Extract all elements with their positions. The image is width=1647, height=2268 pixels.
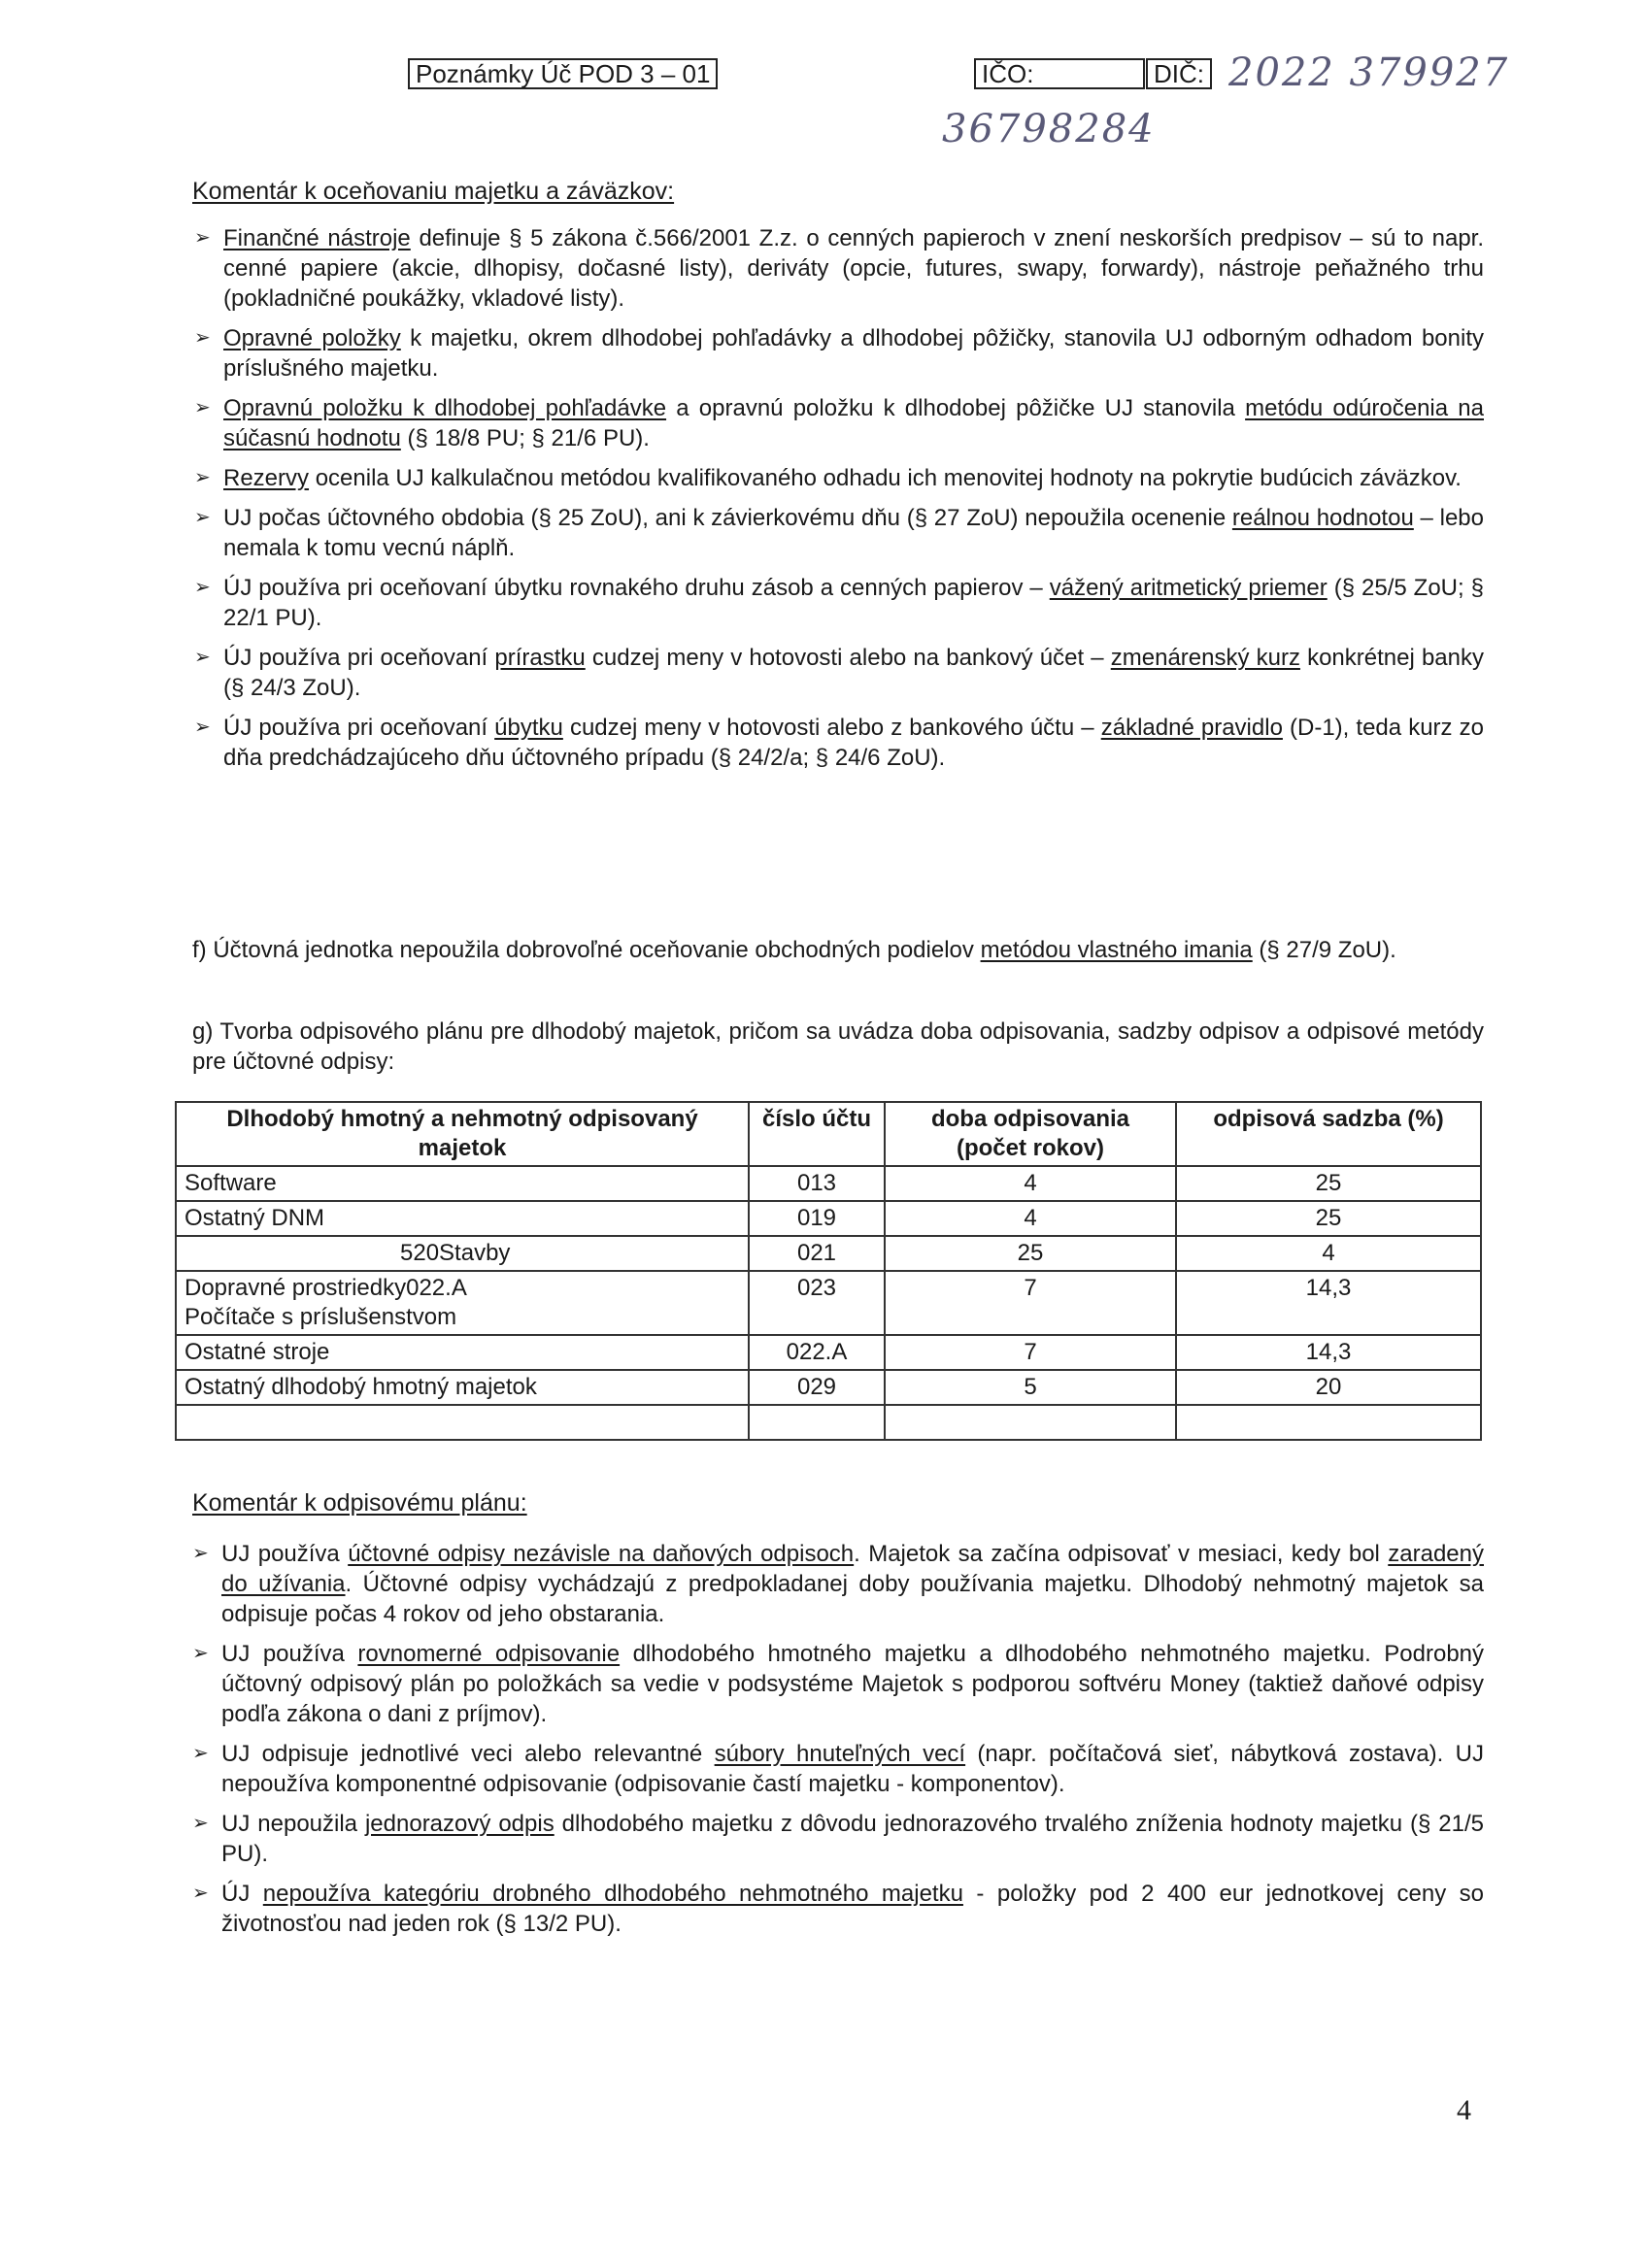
list-item xyxy=(192,1879,1484,1939)
arrow-bullet-icon: ➢ xyxy=(194,577,211,598)
form-label-box xyxy=(408,58,718,89)
arrow-bullet-icon: ➢ xyxy=(192,1813,209,1834)
item-post: - položky pod 2 400 eur jednotkovej ceny so životnosťou nad jeden rok (§ 13/2 PU). xyxy=(221,1881,1485,1937)
depreciation-list xyxy=(192,1539,1484,1939)
dic-handwritten: 2022 379927 xyxy=(1228,50,1510,95)
cell-rate: 25 xyxy=(1176,1166,1481,1201)
section-f-post: (§ 27/9 ZoU). xyxy=(1252,937,1396,963)
table-header-row xyxy=(176,1102,1481,1166)
item-pre: ÚJ xyxy=(221,1881,263,1907)
item-mid: . Majetok sa začína odpisovať v mesiaci, kedy bol xyxy=(854,1541,1389,1567)
cell-asset: Software xyxy=(176,1166,749,1201)
header-years: doba odpisovania (počet rokov) xyxy=(885,1102,1176,1166)
ico-label-box xyxy=(974,58,1145,89)
list-item xyxy=(194,463,1484,493)
item-pre: UJ odpisuje jednotlivé veci alebo relevantné xyxy=(221,1741,715,1767)
cell-empty xyxy=(1176,1405,1481,1440)
table-row xyxy=(176,1201,1481,1236)
section-f-pre: f) Účtovná jednotka nepoužila dobrovoľné oceňovanie obchodných podielov xyxy=(192,937,981,963)
item-underlined: jednorazový odpis xyxy=(364,1811,555,1837)
section-f-underlined: metódou vlastného imania xyxy=(980,937,1253,963)
cell-account: 023 xyxy=(749,1271,885,1335)
arrow-bullet-icon: ➢ xyxy=(192,1543,209,1564)
page-number: 4 xyxy=(1457,2094,1471,2126)
item-mid: cudzej meny v hotovosti alebo na bankový účet – xyxy=(585,645,1111,671)
cell-asset: Ostatný DNM xyxy=(176,1201,749,1236)
item-post: (D-1), teda kurz zo dňa predchádzajúceho dňu účtovného prípadu (§ 24/2/a; § 24/6 ZoU). xyxy=(223,715,1484,771)
arrow-bullet-icon: ➢ xyxy=(194,717,211,738)
list-item xyxy=(194,223,1484,314)
cell-asset: 520Stavby xyxy=(176,1236,749,1271)
arrow-bullet-icon: ➢ xyxy=(194,397,211,418)
item-underlined: zmenárenský kurz xyxy=(1110,645,1300,671)
section-title-depreciation: Komentár k odpisovému plánu: xyxy=(192,1489,527,1517)
item-text: (§ 18/8 PU; § 21/6 PU). xyxy=(400,425,650,451)
cell-asset-line2: Počítače s príslušenstvom xyxy=(185,1304,457,1330)
cell-years: 25 xyxy=(885,1236,1176,1271)
arrow-bullet-icon: ➢ xyxy=(192,1743,209,1764)
item-lead: Opravnú položku k dlhodobej pohľadávke xyxy=(223,395,667,421)
item-text: ocenila UJ kalkulačnou metódou kvalifikovaného odhadu ich menovitej hodnoty na pokrytie budúcich záväzkov. xyxy=(309,465,1462,491)
cell-account: 019 xyxy=(749,1201,885,1236)
table-row xyxy=(176,1370,1481,1405)
list-item xyxy=(192,1539,1484,1629)
item-pre: ÚJ používa pri oceňovaní úbytku rovnakého druhu zásob a cenných papierov – xyxy=(223,575,1050,601)
list-item xyxy=(194,573,1484,633)
cell-asset: Ostatné stroje xyxy=(176,1335,749,1370)
item-mid: cudzej meny v hotovosti alebo z bankového účtu – xyxy=(562,715,1101,741)
table-row xyxy=(176,1335,1481,1370)
item-underlined: úbytku xyxy=(494,715,563,741)
list-item xyxy=(192,1809,1484,1869)
cell-rate: 14,3 xyxy=(1176,1335,1481,1370)
item-pre: UJ nepoužila xyxy=(221,1811,365,1837)
header-asset: Dlhodobý hmotný a nehmotný odpisovaný majetok xyxy=(176,1102,749,1166)
cell-asset: Ostatný dlhodobý hmotný majetok xyxy=(176,1370,749,1405)
item-pre: ÚJ používa pri oceňovaní xyxy=(223,645,495,671)
form-label: Poznámky Úč POD 3 – 01 xyxy=(416,59,711,88)
valuation-list-container xyxy=(194,223,1484,783)
cell-account: 022.A xyxy=(749,1335,885,1370)
item-pre: UJ počas účtovného obdobia (§ 25 ZoU), ani k závierkovému dňu (§ 27 ZoU) nepoužila ocenenie xyxy=(223,505,1232,531)
arrow-bullet-icon: ➢ xyxy=(194,647,211,668)
header-rate: odpisová sadzba (%) xyxy=(1176,1102,1481,1166)
cell-account: 021 xyxy=(749,1236,885,1271)
item-post: konkrétnej banky (§ 24/3 ZoU). xyxy=(223,645,1484,701)
cell-empty xyxy=(749,1405,885,1440)
arrow-bullet-icon: ➢ xyxy=(194,227,211,249)
cell-years: 4 xyxy=(885,1166,1176,1201)
arrow-bullet-icon: ➢ xyxy=(194,467,211,488)
depreciation-table-wrap xyxy=(175,1101,1482,1441)
list-item xyxy=(194,323,1484,384)
list-item xyxy=(194,503,1484,563)
cell-rate: 25 xyxy=(1176,1201,1481,1236)
cell-empty xyxy=(885,1405,1176,1440)
item-pre: UJ používa xyxy=(221,1641,358,1667)
cell-years: 4 xyxy=(885,1201,1176,1236)
item-underlined: zaradený do užívania xyxy=(221,1541,1484,1597)
list-item xyxy=(192,1739,1484,1799)
cell-empty xyxy=(176,1405,749,1440)
section-title-valuation: Komentár k oceňovaniu majetku a záväzkov: xyxy=(192,178,675,205)
cell-years: 7 xyxy=(885,1271,1176,1335)
item-post: dlhodobého hmotného majetku a dlhodobého nehmotného majetku. Podrobný účtovný odpisový plán po položkách sa vedie v podsystéme Majetok s podporou softvéru Money (taktiež daňové odpisy podľa zákona o dani z príjmov). xyxy=(221,1641,1485,1727)
item-underlined: prírastku xyxy=(494,645,586,671)
cell-account: 029 xyxy=(749,1370,885,1405)
item-lead: Opravné položky xyxy=(223,325,401,351)
valuation-list xyxy=(194,223,1484,773)
arrow-bullet-icon: ➢ xyxy=(192,1643,209,1664)
item-underlined: vážený aritmetický priemer xyxy=(1049,575,1328,601)
item-underlined: základné pravidlo xyxy=(1100,715,1283,741)
list-item xyxy=(194,643,1484,703)
header-account: číslo účtu xyxy=(749,1102,885,1166)
item-post: (napr. počítačová sieť, nábytková zostava). UJ nepoužíva komponentné odpisovanie (odpisovanie častí majetku - komponentov). xyxy=(221,1741,1484,1797)
cell-asset-line1: Dopravné prostriedky022.A xyxy=(185,1275,467,1301)
cell-rate: 4 xyxy=(1176,1236,1481,1271)
item-underlined: rovnomerné odpisovanie xyxy=(357,1641,621,1667)
cell-account: 013 xyxy=(749,1166,885,1201)
ico-handwritten: 36798284 xyxy=(942,107,1156,151)
table-row xyxy=(176,1236,1481,1271)
item-pre: ÚJ používa pri oceňovaní xyxy=(223,715,495,741)
list-item xyxy=(194,393,1484,453)
item-text: k majetku, okrem dlhodobej pohľadávky a dlhodobej pôžičky, stanovila UJ odborným odhadom bonity príslušného majetku. xyxy=(223,325,1484,382)
item-underlined: nepoužíva kategóriu drobného dlhodobého nehmotného majetku xyxy=(262,1881,963,1907)
cell-rate: 20 xyxy=(1176,1370,1481,1405)
cell-years: 5 xyxy=(885,1370,1176,1405)
dic-label: DIČ: xyxy=(1154,59,1204,88)
depreciation-table xyxy=(175,1101,1482,1441)
arrow-bullet-icon: ➢ xyxy=(194,327,211,349)
item-underlined: súbory hnuteľných vecí xyxy=(714,1741,966,1767)
section-g-text: g) Tvorba odpisového plánu pre dlhodobý majetok, pričom sa uvádza doba odpisovania, sadzby odpisov a odpisové metódy pre účtovné odpisy: xyxy=(192,1018,1484,1075)
item-pre: UJ používa xyxy=(221,1541,349,1567)
item-underlined: účtovné odpisy nezávisle na daňových odpisoch xyxy=(348,1541,855,1567)
depreciation-list-container xyxy=(192,1539,1484,1949)
list-item xyxy=(194,713,1484,773)
dic-label-box xyxy=(1146,58,1212,89)
item-post: dlhodobého majetku z dôvodu jednorazového trvalého zníženia hodnoty majetku (§ 21/5 PU). xyxy=(221,1811,1484,1867)
section-f xyxy=(192,935,1494,965)
ico-label: IČO: xyxy=(982,59,1034,88)
item-underlined: metódu odúročenia na súčasnú hodnotu xyxy=(223,395,1484,451)
arrow-bullet-icon: ➢ xyxy=(192,1883,209,1904)
item-post: . Účtovné odpisy vychádzajú z predpokladanej doby používania majetku. Dlhodobý nehmotný majetok sa odpisuje počas 4 rokov od jeho obstarania. xyxy=(221,1571,1484,1627)
list-item xyxy=(192,1639,1484,1729)
item-post: – lebo nemala k tomu vecnú náplň. xyxy=(223,505,1484,561)
item-lead: Rezervy xyxy=(223,465,310,491)
cell-rate: 14,3 xyxy=(1176,1271,1481,1335)
table-row xyxy=(176,1271,1481,1335)
cell-asset xyxy=(176,1271,749,1335)
arrow-bullet-icon: ➢ xyxy=(194,507,211,528)
item-post: (§ 25/5 ZoU; § 22/1 PU). xyxy=(223,575,1484,631)
table-row-empty xyxy=(176,1405,1481,1440)
item-lead: Finančné nástroje xyxy=(223,225,411,251)
cell-years: 7 xyxy=(885,1335,1176,1370)
item-text: definuje § 5 zákona č.566/2001 Z.z. o cenných papieroch v znení neskorších predpisov – sú to napr. cenné papiere (akcie, dlhopisy, dočasné listy), deriváty (opcie, futures, swapy, forwardy), nástroje peňažného trhu (pokladničné poukážky, vkladové listy). xyxy=(223,225,1485,312)
item-mid: a opravnú položku k dlhodobej pôžičke UJ stanovila xyxy=(666,395,1246,421)
table-row xyxy=(176,1166,1481,1201)
item-underlined: reálnou hodnotou xyxy=(1231,505,1414,531)
